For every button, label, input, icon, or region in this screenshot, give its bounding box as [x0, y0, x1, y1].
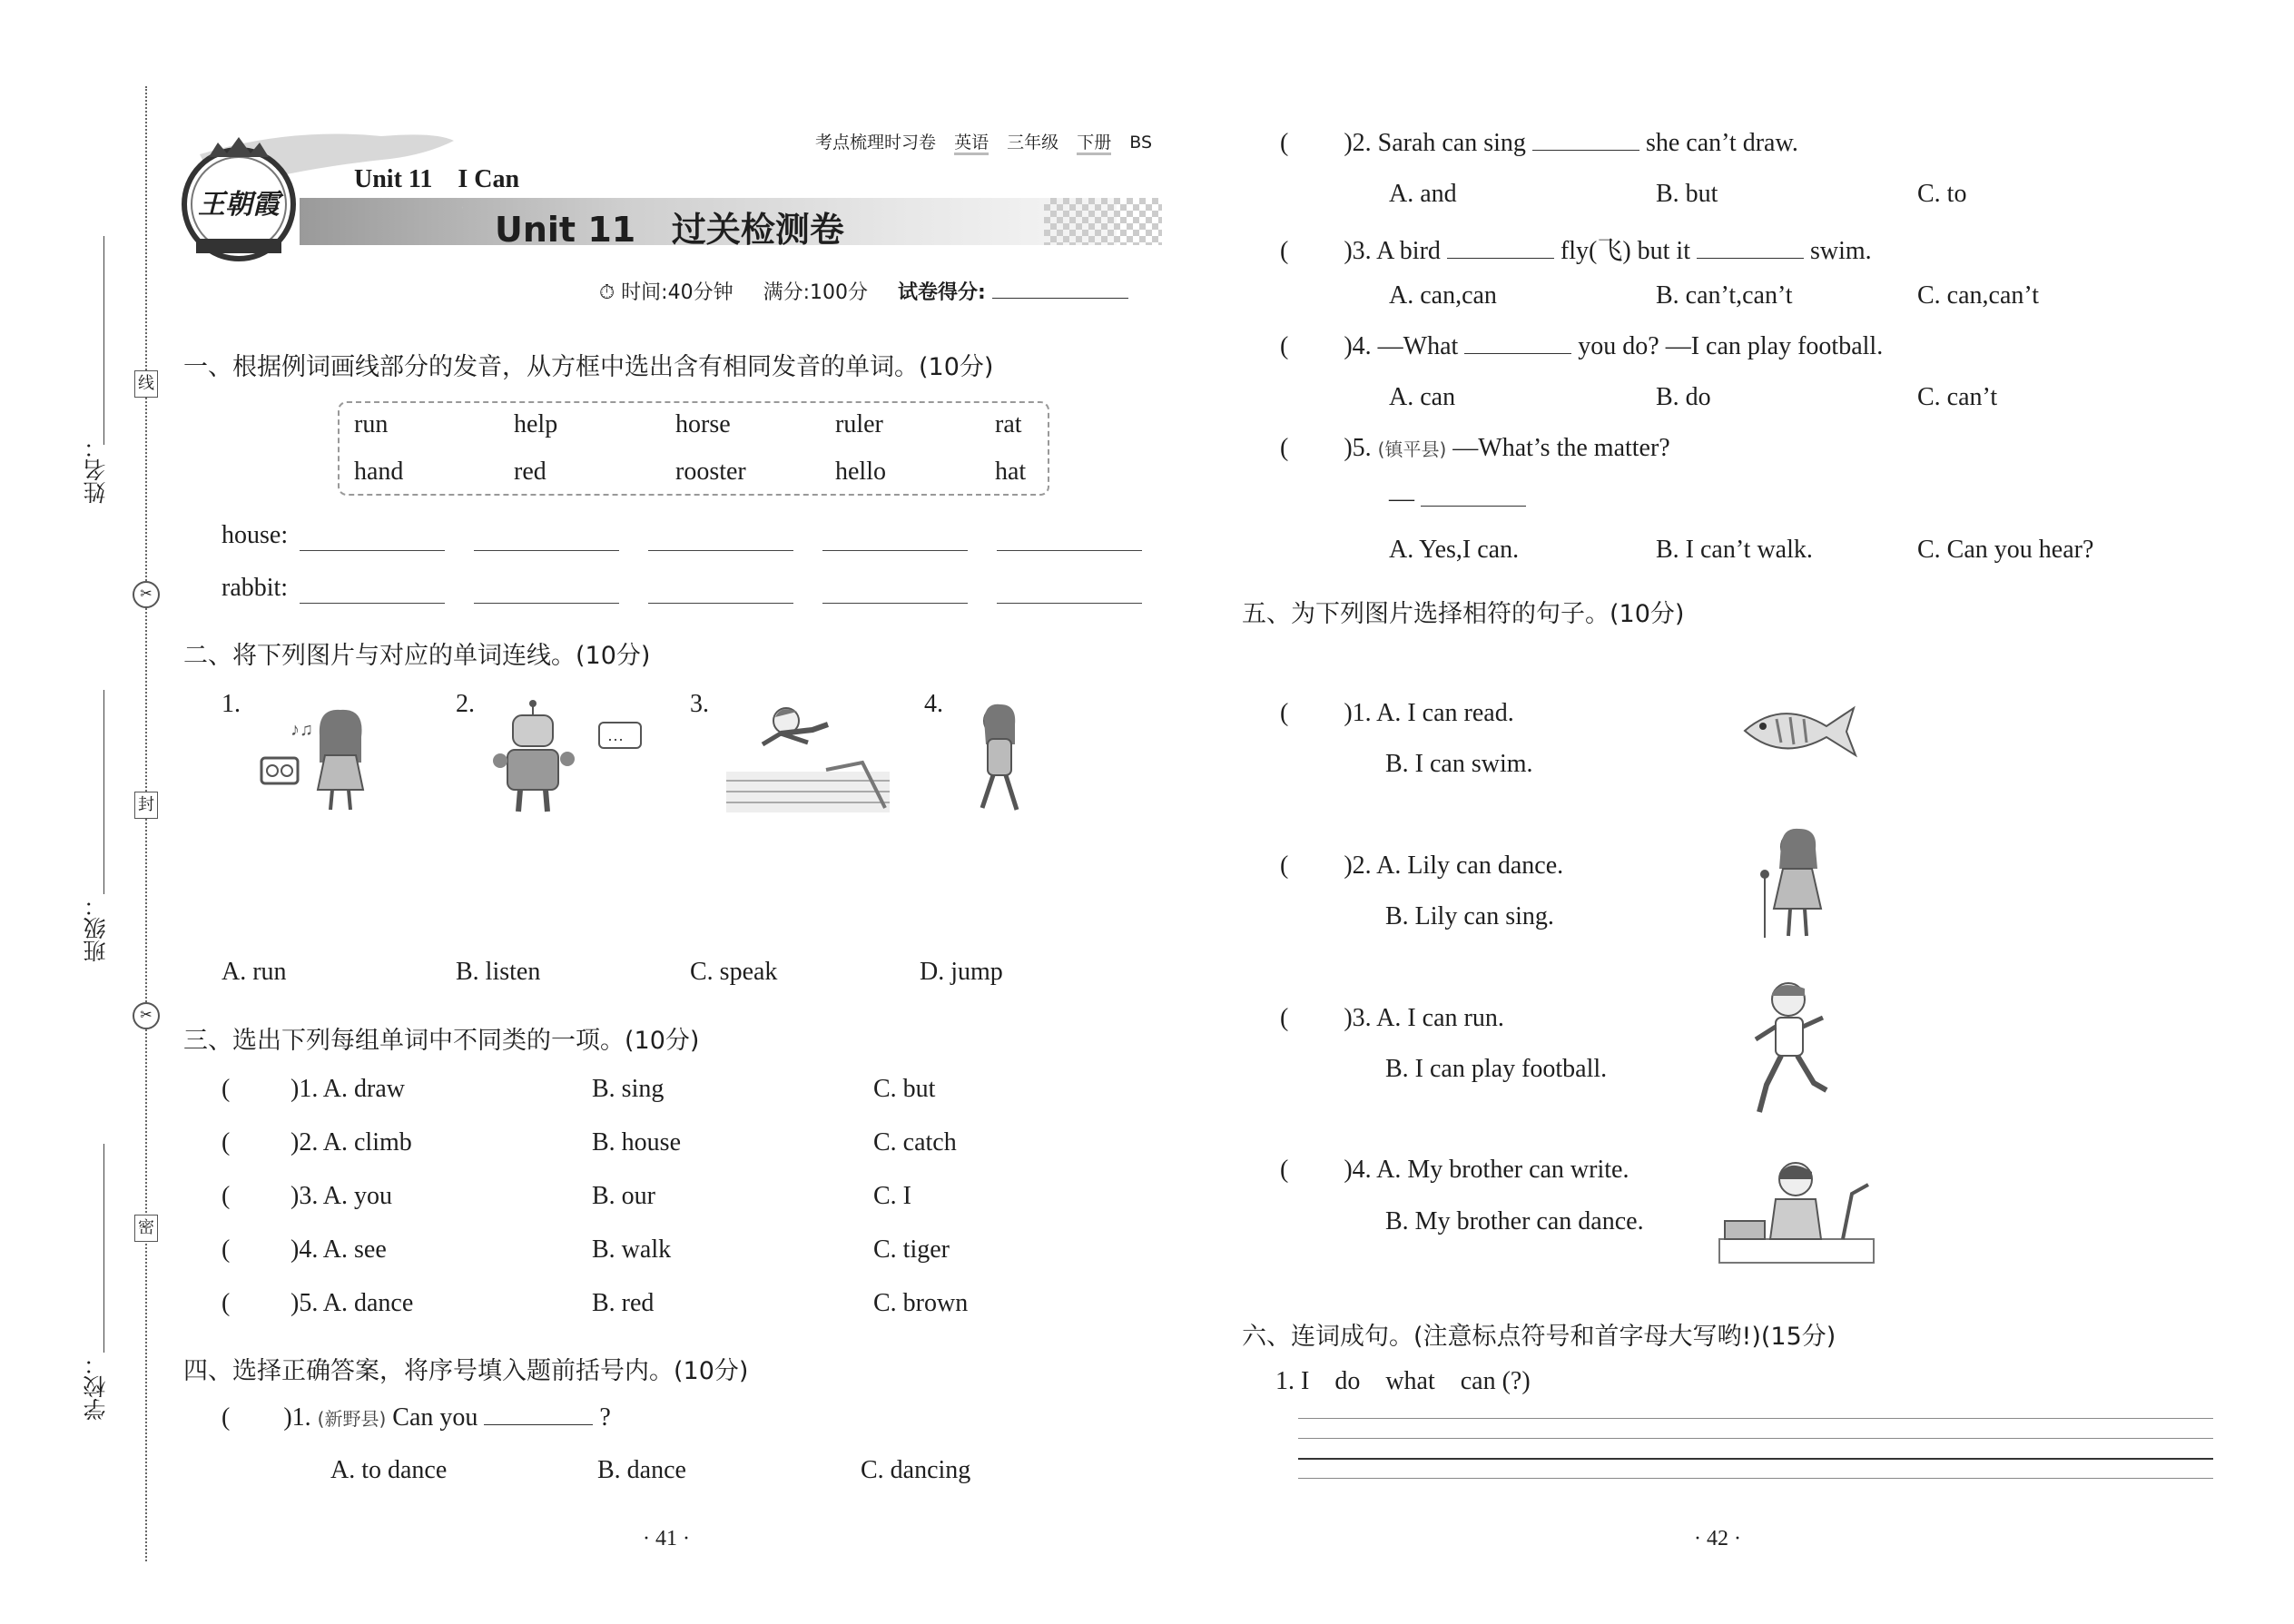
q-text: )4. —What	[1344, 332, 1459, 360]
s5-item	[1280, 699, 1514, 728]
answer-bracket[interactable]: (	[222, 1235, 231, 1264]
s3-option-a: )2. A. climb	[290, 1128, 412, 1156]
option-c: C. can,can’t	[1917, 281, 2039, 310]
exam-info	[599, 277, 1128, 305]
answer-line[interactable]	[648, 603, 793, 604]
s4-q2-options	[1389, 180, 2206, 212]
s3-option-b: B. sing	[592, 1075, 665, 1103]
answer-bracket[interactable]: (	[1280, 1156, 1289, 1184]
svg-text:…: …	[607, 726, 624, 744]
example-rabbit: rabbit:	[222, 574, 289, 602]
answer-line[interactable]	[300, 603, 445, 604]
s3-row	[222, 1235, 1039, 1268]
subject-tag: 英语	[954, 133, 989, 155]
q-number: )1.	[283, 1403, 311, 1432]
series-name: 考点梳理时习卷	[815, 133, 937, 153]
picture-number: 2.	[456, 690, 475, 718]
s4-q5-options	[1389, 536, 2206, 568]
option-run: A. run	[222, 958, 287, 986]
dash: —	[1389, 485, 1414, 513]
section1-title: 一、根据例词画线部分的发音，从方框中选出含有相同发音的单词。(10分)	[183, 353, 994, 381]
s5-item	[1280, 1156, 1629, 1185]
fish-illustration	[1736, 699, 1863, 763]
cut-mark-feng: 封	[134, 792, 158, 819]
writing-line[interactable]	[1298, 1458, 2213, 1460]
logo-text: 王朝霞	[198, 189, 280, 221]
svg-text:♪♫: ♪♫	[290, 720, 313, 740]
s5-item	[1280, 851, 1563, 881]
answer-line[interactable]	[997, 550, 1142, 551]
answer-bracket[interactable]: (	[1280, 129, 1289, 157]
example-house: house:	[222, 521, 289, 549]
q-text: Can you	[392, 1403, 478, 1432]
option-c: C. Can you hear?	[1917, 536, 2094, 564]
answer-bracket[interactable]: (	[1280, 332, 1289, 360]
s5-option-b: B. I can play football.	[1385, 1055, 1608, 1083]
girl-listening-illustration	[254, 699, 381, 812]
answer-line[interactable]	[822, 603, 968, 604]
s5-option-a: )3. A. I can run.	[1344, 1004, 1504, 1032]
s3-option-c: C. catch	[873, 1128, 957, 1156]
picture-number: 1.	[222, 690, 241, 718]
s5-option-a: )1. A. I can read.	[1344, 699, 1514, 727]
option-c: C. to	[1917, 180, 1967, 208]
s5-option-a: )4. A. My brother can write.	[1344, 1156, 1629, 1184]
s3-option-a: )1. A. draw	[290, 1075, 405, 1103]
s3-row	[222, 1075, 1039, 1107]
answer-bracket[interactable]: (	[222, 1128, 231, 1156]
picture-number: 3.	[690, 690, 709, 718]
s5-option-b: B. Lily can sing.	[1385, 902, 1554, 930]
cut-mark-mi: 密	[134, 1215, 158, 1242]
answer-line[interactable]	[300, 550, 445, 551]
writing-line[interactable]	[1298, 1418, 2213, 1419]
answer-blank[interactable]	[1464, 352, 1571, 354]
q-text: )3. A bird	[1344, 237, 1441, 265]
word: hello	[835, 458, 886, 486]
class-line	[103, 690, 104, 894]
boy-running-illustration	[1743, 976, 1834, 1117]
class-label: 班级：	[83, 894, 109, 962]
s3-row	[222, 1182, 1039, 1215]
clock-icon: ⏱	[599, 281, 615, 304]
option-b: B. can’t,can’t	[1656, 281, 1793, 310]
s3-option-b: B. our	[592, 1182, 655, 1210]
word: rooster	[675, 458, 746, 486]
word: rat	[995, 410, 1022, 438]
answer-bracket[interactable]: (	[1280, 237, 1289, 265]
answer-bracket[interactable]: (	[222, 1289, 231, 1317]
s3-option-a: )4. A. see	[290, 1235, 387, 1264]
s4-q5	[1280, 434, 1670, 463]
s5-item	[1280, 1004, 1504, 1033]
s4-q1-options	[330, 1456, 1057, 1489]
answer-blank[interactable]	[1447, 257, 1554, 259]
section3-title: 三、选出下列每组单词中不同类的一项。(10分)	[183, 1027, 700, 1055]
answer-bracket[interactable]: (	[1280, 851, 1289, 880]
score-blank[interactable]	[992, 297, 1128, 299]
answer-bracket[interactable]: (	[222, 1403, 231, 1432]
name-label: 姓名：	[83, 436, 109, 504]
answer-line[interactable]	[997, 603, 1142, 604]
s3-option-b: B. walk	[592, 1235, 672, 1264]
option-a: A. can	[1389, 383, 1456, 411]
scissors-icon: ✂	[133, 1002, 160, 1029]
option-b: B. but	[1656, 180, 1718, 208]
time-limit: 时间:40分钟	[621, 281, 733, 304]
s3-option-c: C. but	[873, 1075, 936, 1103]
word: red	[514, 458, 546, 486]
word: help	[514, 410, 558, 438]
word: hand	[354, 458, 404, 486]
option-b: B. do	[1656, 383, 1711, 411]
s4-q2	[1280, 129, 1798, 158]
girl-singing-illustration	[1752, 822, 1834, 944]
answer-line[interactable]	[822, 550, 968, 551]
writing-line[interactable]	[1298, 1438, 2213, 1439]
option-b: B. I can’t walk.	[1656, 536, 1813, 564]
s5-option-b: B. My brother can dance.	[1385, 1207, 1644, 1235]
s5-option-b: B. I can swim.	[1385, 750, 1533, 778]
cut-mark-xian: 线	[134, 370, 158, 398]
word: horse	[675, 410, 731, 438]
q-text: swim.	[1809, 237, 1872, 265]
option-b: B. dance	[597, 1456, 686, 1484]
girl-jumping-pool-illustration	[726, 699, 890, 817]
option-c: C. dancing	[861, 1456, 971, 1484]
answer-bracket[interactable]: (	[1280, 699, 1289, 727]
page-number-left: · 41 ·	[643, 1527, 690, 1550]
answer-blank[interactable]	[1532, 149, 1639, 151]
s3-option-c: C. brown	[873, 1289, 969, 1317]
s3-row	[222, 1128, 1039, 1161]
option-jump: D. jump	[920, 958, 1003, 986]
answer-bracket[interactable]: (	[1280, 434, 1289, 462]
page-title: Unit 11 过关检测卷	[495, 210, 844, 250]
answer-blank[interactable]	[1697, 257, 1804, 259]
q-text: she can’t draw.	[1645, 129, 1798, 157]
option-speak: C. speak	[690, 958, 778, 986]
s3-option-b: B. red	[592, 1289, 655, 1317]
answer-line[interactable]	[474, 550, 619, 551]
edition-tag: BS	[1129, 133, 1153, 153]
q-text: fly(飞) but it	[1560, 237, 1690, 265]
option-a: A. to dance	[330, 1456, 448, 1484]
section2-title: 二、将下列图片与对应的单词连线。(10分)	[183, 642, 651, 670]
q-text: you do? —I can play football.	[1578, 332, 1884, 360]
q-text: —What’s the matter?	[1452, 434, 1670, 462]
answer-blank[interactable]	[484, 1423, 593, 1425]
region-tag: (镇平县)	[1377, 438, 1447, 460]
answer-line[interactable]	[648, 550, 793, 551]
s4-q4	[1280, 332, 1883, 361]
scissors-icon: ✂	[133, 581, 160, 608]
volume-tag: 下册	[1077, 133, 1111, 155]
picture-number: 4.	[924, 690, 943, 718]
s3-option-b: B. house	[592, 1128, 681, 1156]
word: hat	[995, 458, 1027, 486]
girl-running-illustration	[962, 699, 1035, 822]
s3-option-c: C. tiger	[873, 1235, 950, 1264]
q-text: ?	[599, 1403, 611, 1432]
s4-q5-response	[1389, 485, 1526, 514]
score-label: 试卷得分:	[898, 281, 986, 304]
option-listen: B. listen	[456, 958, 541, 986]
s6-q1: 1. I do what can (?)	[1275, 1367, 1531, 1395]
name-line	[103, 236, 104, 445]
s4-q4-options	[1389, 383, 2206, 416]
option-a: A. and	[1389, 180, 1457, 208]
answer-line[interactable]	[474, 603, 619, 604]
s4-q3-options	[1389, 281, 2206, 314]
section4-title: 四、选择正确答案，将序号填入题前括号内。(10分)	[183, 1357, 749, 1385]
page-number-right: · 42 ·	[1694, 1527, 1741, 1550]
school-label: 学校：	[83, 1353, 109, 1421]
q-text: )2. Sarah can sing	[1344, 129, 1526, 157]
section5-title: 五、为下列图片选择相符的句子。(10分)	[1242, 600, 1685, 628]
section6-title: 六、连词成句。(注意标点符号和首字母大写哟!)(15分)	[1242, 1323, 1836, 1351]
s4-q3	[1280, 231, 1872, 267]
answer-bracket[interactable]: (	[1280, 1004, 1289, 1032]
writing-line[interactable]	[1298, 1478, 2213, 1479]
word: run	[354, 410, 389, 438]
header-checker-pattern	[1044, 198, 1162, 245]
grade-tag: 三年级	[1007, 133, 1059, 153]
school-line	[103, 1144, 104, 1353]
robot-speaking-illustration	[486, 699, 649, 817]
full-score: 满分:100分	[763, 281, 868, 304]
s3-row	[222, 1289, 1039, 1322]
answer-bracket[interactable]: (	[222, 1075, 231, 1103]
boy-writing-illustration	[1716, 1148, 1879, 1266]
answer-blank[interactable]	[1421, 505, 1526, 507]
answer-bracket[interactable]: (	[222, 1182, 231, 1210]
region-tag: (新野县)	[317, 1408, 387, 1430]
binding-dotted-line	[145, 86, 147, 1561]
word: ruler	[835, 410, 883, 438]
s5-option-a: )2. A. Lily can dance.	[1344, 851, 1564, 880]
q-number: )5.	[1344, 434, 1372, 462]
s4-q1	[222, 1403, 611, 1432]
option-a: A. Yes,I can.	[1389, 536, 1520, 564]
series-label	[815, 129, 1152, 153]
s3-option-a: )3. A. you	[290, 1182, 392, 1210]
s3-option-c: C. I	[873, 1182, 911, 1210]
option-c: C. can’t	[1917, 383, 1998, 411]
unit-label: Unit 11 I Can	[354, 165, 520, 193]
option-a: A. can,can	[1389, 281, 1497, 310]
s3-option-a: )5. A. dance	[290, 1289, 414, 1317]
